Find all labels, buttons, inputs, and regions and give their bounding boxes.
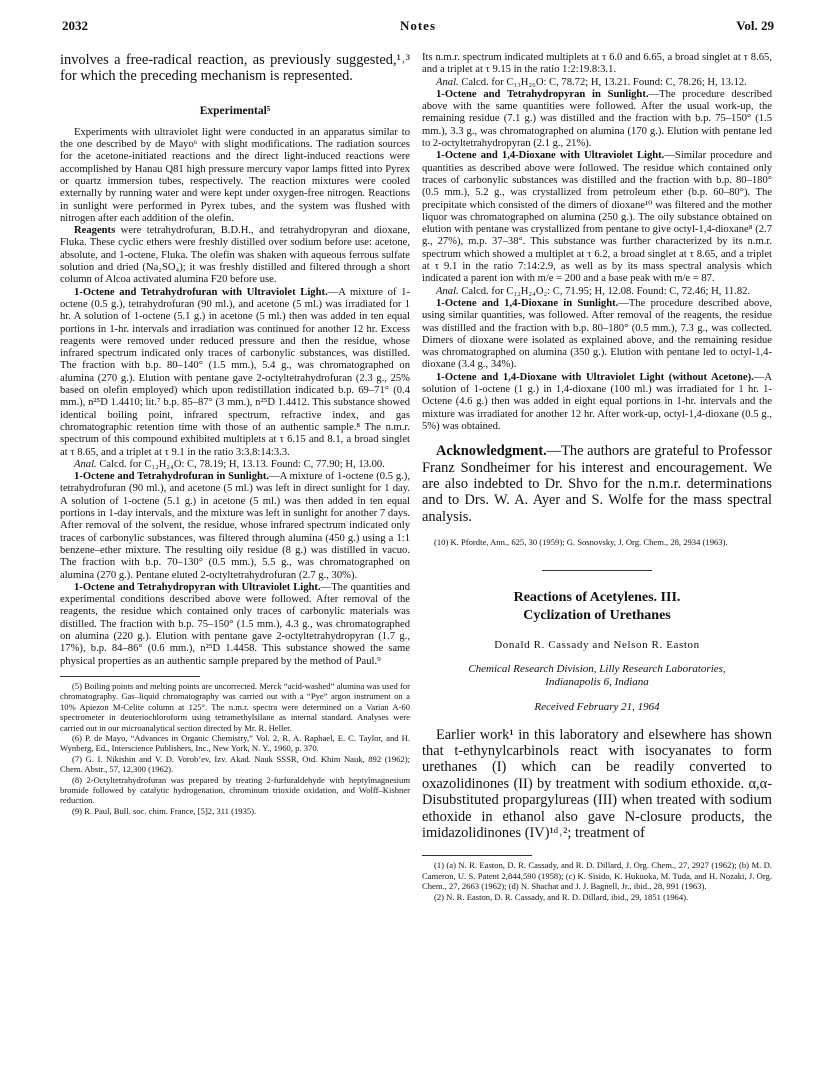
article-affiliation (422, 663, 772, 689)
dioxane-uv-title: 1-Octene and 1,4-Dioxane with Ultraviolet Light. (436, 150, 665, 162)
analysis-label: Anal. (74, 458, 97, 470)
dioxane-noacetone-text: —A solution of 1-octene (1 g.) in 1,4-dioxane (100 ml.) was irradiated for 1 hr. 1-Octene (4.6 g.) then was added in eight equal portions in 1-hr. intervals and the mixture was irradiated for another 12 hr. After work-up, octyl-1,4-dioxane (0.5 g., 5%) was obtained. (422, 371, 772, 432)
thf-uv-text: —A mixture of 1-octene (0.5 g.), tetrahydrofuran (90 ml.), and acetone (5 ml.) was irradiated for 1 hr. A solution of 1-octene (5.1 g.) in acetone (5 ml.) then was added in ten equal portions in 1-hr. intervals and irradiation was continued for another 12 hr. Excess reagents were removed under reduced pressure and then the residue, whose infrared spectrum indicated only traces of carbonylic substances, was distilled. The fraction with b.p. 80–140° (1.5 mm.), 5.4 g., was chromatographed on alumina (270 g.). Elution with pentane gave 2-octyltetrahydrofuran (2.3 g., 25% based on olefin employed) which upon redistillation indicated b.p. 69–71° (0.4 mm.), n²⁵D 1.4410; lit.⁷ b.p. 85–87° (3 mm.), n²⁵D 1.4412. This substance showed identical boiling point, infrared spectrum, refractive index, and gas chromatographic retention time with those of an authentic sample.⁸ The n.m.r. spectrum of this compound exhibited multiplets at τ 6.15 and 8.1, a broad singlet at τ 8.65, and a triplet at τ 9.1 in the ratio 3:3.8:14:3.3. (60, 286, 410, 458)
dioxane-sun-text: —The procedure described above, using similar quantities, was followed. After removal of the reagents, the residue was distilled and the fraction with b.p. 80–180° (0.5 mm.), 7.3 g., was collected. Dimers of dioxane were isolated as explained above, and the remaining residue was chromatographed on alumina (350 g.). Elution with pentane led to octyl-1,4-dioxane (3.4 g., 34%). (422, 297, 772, 371)
running-header (62, 18, 774, 36)
page-number: 2032 (62, 18, 88, 33)
analysis-text: Calcd. for C₁₂H₂₄O: C, 78.19; H, 13.13. Found: C, 77.90; H, 13.00. (96, 458, 385, 470)
article-title-line1: Reactions of Acetylenes. III. (513, 589, 681, 605)
reagents-title: Reagents (74, 225, 116, 237)
footnote-10: (10) K. Pfordte, Ann., 625, 30 (1959); G. Sosnovsky, J. Org. Chem., 28, 2934 (1963). (434, 537, 728, 548)
thp-nmr-paragraph: Its n.m.r. spectrum indicated multiplets at τ 6.0 and 6.65, a broad singlet at τ 8.65, and a triplet at τ 9.15 in the ratio 1:2:19.8:3.1. (422, 52, 772, 76)
article-footnote-2: (2) N. R. Easton, D. R. Cassady, and R. D. Dillard, ibid., 29, 1851 (1964). (434, 891, 689, 902)
acknowledgment-paragraph (422, 443, 772, 525)
affiliation-line2: Indianapolis 6, Indiana (545, 675, 649, 688)
article-received-date: Received February 21, 1964 (534, 700, 660, 713)
analysis-label: Anal. (436, 285, 459, 297)
dioxane-sun-paragraph (422, 298, 772, 372)
experimental-heading: Experimental⁵ (199, 104, 271, 117)
journal-section: Notes (399, 18, 437, 33)
acknowledgment-title: Acknowledgment. (436, 443, 547, 460)
reagents-text: were tetrahydrofuran, B.D.H., and tetrahydropyran and dioxane, Fluka. These cyclic ethers were freshly distilled over sodium before use: acetone, absolute, and 1-octene, Fluka. The olefin was shaken with aqueous ferrous sulfate solution and dried (Na₂SO₄); it was freshly distilled and filtered through a short column of Alcoa activated alumina F20 before use. (60, 225, 410, 286)
thp-sun-text: —The procedure described above with the same quantities were followed. After the usual work-up, the remaining residue (7.1 g.) was distilled and the fraction with b.p. 75–150° (1.5 mm.), 3.3 g., was chromatographed on alumina (170 g.). Elution with pentane led to 2-octyltetrahydropyran (2.1 g., 21%). (422, 88, 772, 150)
footnote-divider (422, 855, 532, 856)
article-footnote-1: (1) (a) N. R. Easton, D. R. Cassady, and R. D. Dillard, J. Org. Chem., 27, 2927 (1962); (b) M. D. Cameron, U. S. Patent 2,844,590 (1958); (c) K. Sisido, K. Hukuoka, M. Tuda, and H. Nozaki, J. Org. Chem., 27, 2663 (1962); (d) N. Shachat and J. J. Bagnell, Jr., ibid., 28, 991 (1963). (422, 860, 772, 892)
thp-analysis (422, 77, 772, 89)
footnote-7: (7) G. I. Nikishin and V. D. Vorob’ev, Izv. Akad. Nauk SSSR, Otd. Khim Nauk, 892 (1962); Chem. Abstr., 57, 12,300 (1962). (60, 753, 410, 775)
intro-paragraph: involves a free-radical reaction, as previously suggested,¹˒³ for which the preceding mechanism is represented. (60, 52, 410, 85)
thf-sun-paragraph (60, 471, 410, 582)
thp-uv-text: —The quantities and experimental conditions described above were followed. After removal of the reagents, the residue which contained only traces of carbonylic materials was distilled. The fraction with b.p. 75–150° (1.5 mm.), 4.3 g., was chromatographed on alumina (220 g.). Elution with pentane gave 2-octyltetrahydropyran (1.7 g., 17%), b.p. 84–86° (0.6 mm.), n²⁵D 1.4458. This substance showed the same physical properties as an authentic sample prepared by the method of Paul.⁹ (60, 581, 410, 667)
thf-uv-analysis (60, 459, 410, 471)
analysis-text: Calcd. for C₁₃H₂₆O: C, 78.72; H, 13.21. Found: C, 78.26; H, 13.12. (458, 76, 747, 88)
thp-sun-paragraph (422, 89, 772, 150)
thp-sun-title: 1-Octene and Tetrahydropyran in Sunlight. (436, 88, 649, 100)
footnote-9: (9) R. Paul, Bull. soc. chim. France, [5]2, 311 (1935). (72, 805, 257, 816)
footnote-divider (60, 676, 200, 677)
dioxane-uv-paragraph (422, 150, 772, 285)
footnote-5: (5) Boiling points and melting points are uncorrected. Merck “acid-washed” alumina was used for chromatography. Gas–liquid chromatography was carried out with a “Pye” argon instrument on a 10% Apiezon M-Celite column at 125°. The n.m.r. spectra were determined on a Varian A-60 spectrometer in deuteriochloroform using tetramethylsilane as internal standard. Analyses were carried out in our microanalytical section directed by Mr. R. Heller. (60, 680, 410, 733)
footnote-8: (8) 2-Octyltetrahydrofuran was prepared by treating 2-furfurаldehyde with heptylmagnesium bromide followed by catalytic hydrogenation, chrominum trioxide oxidation, and Wolff–Kishner reduction. (60, 774, 410, 806)
dioxane-noacetone-title: 1-Octene and 1,4-Dioxane with Ultraviolet Light (without Acetone). (436, 371, 754, 383)
right-column (422, 52, 772, 902)
article-title-line2: Cyclization of Urethanes (523, 607, 671, 623)
experimental-paragraph: Experiments with ultraviolet light were conducted in an apparatus similar to the one described by de Mayo⁶ with slight modifications. The radiation sources for the acetone-initiated reactions and the direct light-induced reactions were accomplished by Hanau Q81 high pressure mercury vapor lamps fitted into Pyrex or quartz immersion tubes, respectively. The reaction mixtures were cooled externally by running water and were kept under oxygen-free nitrogen. Reactions in sunlight were performed in Pyrex tubes, and the system was flushed with nitrogen after each addition of the olefin. (60, 126, 410, 224)
affiliation-line1: Chemical Research Division, Lilly Research Laboratories, (468, 662, 726, 675)
volume-label: Vol. 29 (736, 18, 774, 33)
thp-uv-paragraph (60, 582, 410, 668)
footnote-6: (6) P. de Mayo, “Advances in Organic Chemistry,” Vol. 2, R. A. Raphael, E. C. Taylor, and H. Wynberg, Ed., Interscience Publishers, Inc., New York, N. Y., 1960, p. 370. (60, 732, 410, 754)
thp-uv-title: 1-Octene and Tetrahydropyran with Ultraviolet Light. (74, 581, 321, 593)
acknowledgment-text: —The authors are grateful to Professor Franz Sondheimer for his interest and encouragement. We are also indebted to Dr. Shvo for the n.m.r. determinations and to Drs. W. A. Ayer and S. Wolfe for the mass spectral analysis. (422, 443, 772, 525)
thf-sun-title: 1-Octene and Tetrahydrofuran in Sunlight. (74, 471, 270, 483)
analysis-text: Calcd. for C₁₂H₂₄O₂: C, 71.95; H, 12.08. Found: C, 72.46; H, 11.82. (458, 285, 751, 297)
article-body: Earlier work¹ in this laboratory and elsewhere has shown that t-ethynylcarbinols react with isocyanates to form urethanes (I) which can be readily converted to oxazolidinones (II) by treatment with sodium ethoxide. α,α-Disubstituted propargylureas (III) when treated with sodium ethoxide in ethanol also gave N-closure products, the imidazolidinones (IV)¹ᵈ˒²; treatment of (422, 726, 772, 842)
analysis-label: Anal. (436, 76, 459, 88)
dioxane-analysis (422, 286, 772, 298)
thf-sun-text: —A mixture of 1-octene (0.5 g.), tetrahydrofuran (90 ml.), and acetone (5 ml.) was left in direct sunlight for 1 day. A solution of 1-octene (5.1 g.) in acetone (5 ml.) was then added in ten equal portions in 1-day intervals, and the mixture was left in sunlight for another 7 days. After removal of the solvent, the residue, whose infrared spectrum indicated only traces of carbonylic substances, was filtered through alumina (450 g.) using a 1:1 benzene–ether mixture. The resulting oily residue (8 g.) was distilled in vacuo. The fraction with b.p. 70–130° (0.5 mm.), 5.5 g., was chromatographed on alumina (270 g.). Pentane eluted 2-octyltetrahydrofuran (2.7 g., 30%). (60, 471, 410, 581)
dioxane-noacetone-paragraph (422, 372, 772, 433)
reagents-paragraph (60, 225, 410, 286)
thf-uv-title: 1-Octene and Tetrahydrofuran with Ultraviolet Light. (74, 286, 328, 298)
dioxane-sun-title: 1-Octene and 1,4-Dioxane in Sunlight. (436, 297, 619, 309)
left-column (60, 52, 410, 816)
article-divider (542, 570, 652, 571)
dioxane-uv-text: —Similar procedure and quantities as described above were followed. The residue which contained only traces of carbonylic substances was distilled and the fraction with b.p. 80–180° (0.5 mm.), 5.2 g., was crystallized from petroleum ether (b.p. 60–80°). The precipitate which consisted of the dimers of dioxane¹⁰ was filtered and the mother liquor was chromatographed on alumina (250 g.). The oily substance obtained on elution with pentane was crystallized from pentane to give octyl-1,4-dioxane⁸ (2.7 g., 27%), m.p. 37–38°. This substance was further characterized by its n.m.r. spectrum which showed a multiplet at τ 6.2, a broad singlet at τ 8.65, and a triplet at τ 9.1 in the ratio 7:14:2.9, as well as by its mass spectral analysis which indicated a parent ion with m/e = 200 and a base peak with m/e = 87. (422, 150, 772, 285)
thf-uv-paragraph (60, 287, 410, 459)
article-authors: Donald R. Cassady and Nelson R. Easton (494, 638, 700, 651)
